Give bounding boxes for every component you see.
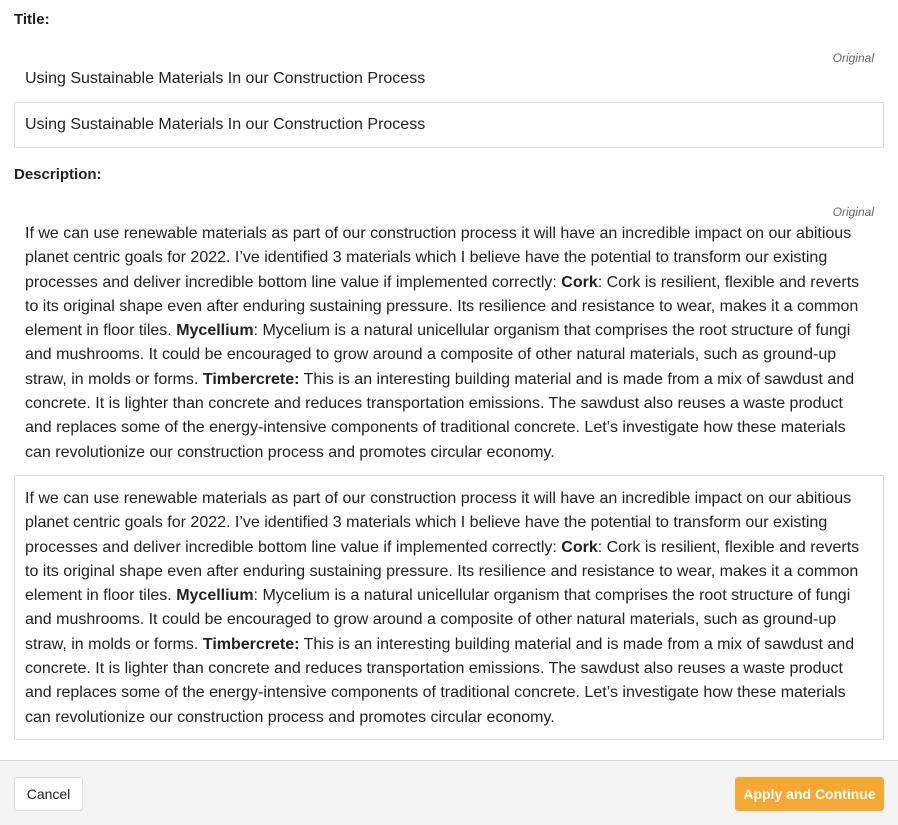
desc-editor-text-part[interactable]: : Cork is resilient, flexible and reverts to its original shape even after enduring sustaining pressure. Its resilience and resistance to wear, makes it a common element in floor tiles.: [25, 538, 860, 605]
title-input[interactable]: Using Sustainable Materials In our Construction Process: [14, 102, 884, 148]
desc-editor-text-part[interactable]: If we can use renewable materials as part of our construction process it will have an incredible impact on our abitious planet centric goals for 2022. I’ve identified 3 materials which I believe have the potential to transform our existing processes and deliver incredible bottom line value if implemented correctly:: [25, 490, 852, 556]
desc-editor-bold-cork[interactable]: Cork: [561, 538, 598, 556]
title-section-label: Title:: [14, 11, 50, 28]
desc-editor-text-part[interactable]: This is an interesting building material and is made from a mix of sawdust and concrete. It is lighter than concrete and reduces transportation emissions. The sawdust also reuses a waste product and replaces some of the energy-intensive components of traditional concrete. Let’s investigate how these materials can revolutionize our construction process and promotes circular economy.: [25, 635, 855, 726]
desc-original-text-part: : Cork is resilient, flexible and reverts to its original shape even after enduring sustaining pressure. Its resilience and resistance to wear, makes it a common element in floor tiles.: [25, 273, 860, 340]
description-section-label: Description:: [14, 166, 102, 183]
description-original-text: [25, 222, 874, 465]
cancel-button[interactable]: Cancel: [14, 777, 83, 811]
desc-original-text-part: This is an interesting building material and is made from a mix of sawdust and concrete. It is lighter than concrete and reduces transportation emissions. The sawdust also reuses a waste product and replaces some of the energy-intensive components of traditional concrete. Let’s investigate how these materials can revolutionize our construction process and promotes circular economy.: [25, 370, 855, 461]
desc-original-text-part: : Mycelium is a natural unicellular organism that comprises the root structure of fungi and mushrooms. It could be encouraged to grow around a composite of other natural materials, such as ground-up straw, in molds or forms.: [25, 322, 851, 388]
desc-editor-bold-mycellium[interactable]: Mycellium: [176, 587, 254, 605]
desc-original-bold-mycellium: Mycellium: [176, 322, 254, 340]
desc-original-bold-timbercrete: Timbercrete:: [202, 370, 300, 388]
description-editor[interactable]: [14, 475, 884, 740]
title-original-text: Using Sustainable Materials In our Construction Process: [25, 70, 426, 87]
dialog-footer: [0, 760, 898, 825]
desc-original-bold-cork: Cork: [561, 273, 598, 291]
desc-original-text-part: If we can use renewable materials as part of our construction process it will have an incredible impact on our abitious planet centric goals for 2022. I’ve identified 3 materials which I believe have the potential to transform our existing processes and deliver incredible bottom line value if implemented correctly:: [25, 225, 852, 291]
apply-and-continue-button[interactable]: Apply and Continue: [735, 777, 884, 811]
desc-editor-text-part[interactable]: : Mycelium is a natural unicellular organism that comprises the root structure of fungi and mushrooms. It could be encouraged to grow around a composite of other natural materials, such as ground-up straw, in molds or forms.: [25, 587, 851, 653]
title-original-tag: Original: [832, 51, 874, 65]
desc-editor-bold-timbercrete[interactable]: Timbercrete:: [202, 635, 300, 653]
description-original-tag: Original: [832, 205, 874, 219]
